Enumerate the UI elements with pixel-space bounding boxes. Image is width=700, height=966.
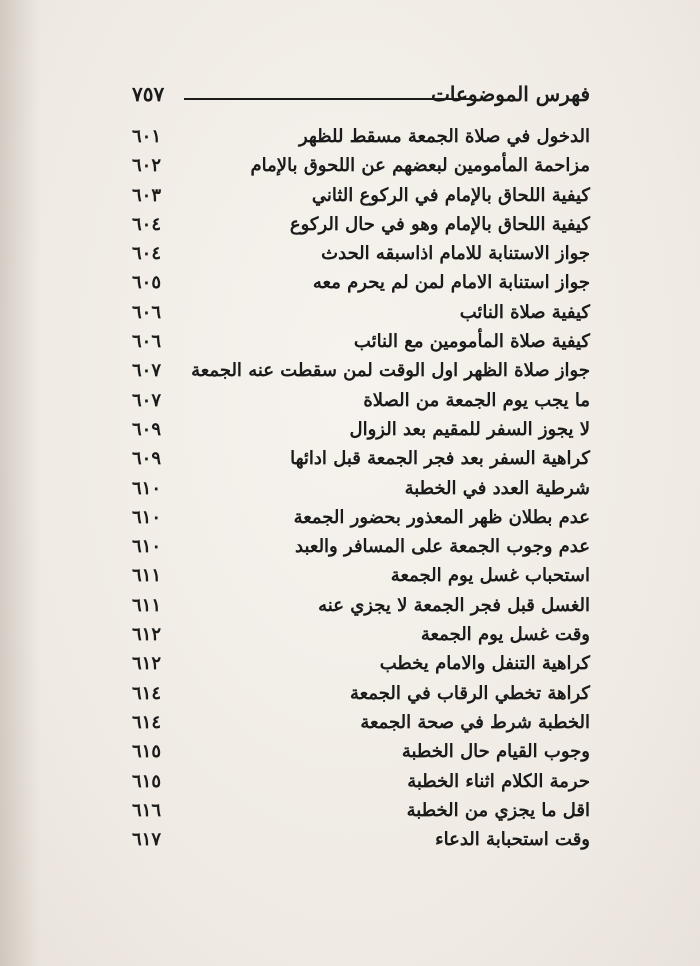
toc-entry <box>132 798 590 827</box>
toc-list <box>132 124 590 856</box>
toc-entry-page: ٦٠٤ <box>132 213 162 235</box>
toc-entry-title: جواز صلاة الظهر اول الوقت لمن سقطت عنه الجمعة <box>191 360 590 382</box>
toc-entry-page: ٦٠٣ <box>132 184 162 206</box>
toc-entry <box>132 153 590 182</box>
toc-entry-page: ٦٠٧ <box>132 360 162 382</box>
toc-entry-title: عدم بطلان ظهر المعذور بحضور الجمعة <box>293 506 590 528</box>
toc-entry <box>132 681 590 710</box>
toc-entry-title: كراهية السفر بعد فجر الجمعة قبل ادائها <box>290 448 590 470</box>
toc-entry-page: ٦١٥ <box>132 741 162 763</box>
toc-entry <box>132 183 590 212</box>
toc-entry-page: ٦١٢ <box>132 653 162 675</box>
toc-entry-title: الخطبة شرط في صحة الجمعة <box>360 711 590 733</box>
toc-entry <box>132 563 590 592</box>
toc-entry-title: كيفية صلاة المأمومين مع النائب <box>353 331 590 353</box>
toc-entry-title: وجوب القيام حال الخطبة <box>401 741 590 763</box>
toc-entry-page: ٦٠٩ <box>132 418 162 440</box>
toc-entry-title: وقت غسل يوم الجمعة <box>420 624 590 646</box>
page-header <box>132 82 590 118</box>
toc-entry-page: ٦٠٥ <box>132 272 162 294</box>
toc-entry <box>132 329 590 358</box>
toc-entry <box>132 534 590 563</box>
toc-entry-page: ٦٠٩ <box>132 448 162 470</box>
header-title: فهرس الموضوعات <box>431 82 590 106</box>
toc-entry-page: ٦١٠ <box>132 536 162 558</box>
toc-entry-title: لا يجوز السفر للمقيم بعد الزوال <box>349 418 590 440</box>
toc-entry <box>132 388 590 417</box>
header-rule <box>184 98 470 100</box>
toc-entry-title: كراهية التنفل والامام يخطب <box>379 653 590 675</box>
toc-entry-page: ٦٠٦ <box>132 301 162 323</box>
toc-entry-page: ٦١٢ <box>132 624 162 646</box>
toc-entry <box>132 417 590 446</box>
toc-entry <box>132 505 590 534</box>
toc-entry <box>132 358 590 387</box>
toc-entry <box>132 476 590 505</box>
toc-entry-title: شرطية العدد في الخطبة <box>404 477 590 499</box>
toc-entry-page: ٦٠٤ <box>132 243 162 265</box>
toc-entry-title: استحباب غسل يوم الجمعة <box>390 565 590 587</box>
toc-entry-title: كراهة تخطي الرقاب في الجمعة <box>349 682 590 704</box>
toc-entry-page: ٦١٧ <box>132 829 162 851</box>
toc-entry <box>132 446 590 475</box>
toc-entry <box>132 270 590 299</box>
toc-entry-title: الدخول في صلاة الجمعة مسقط للظهر <box>298 126 590 147</box>
toc-entry-title: كيفية اللحاق بالإمام في الركوع الثاني <box>311 184 590 206</box>
toc-entry-title: مزاحمة المأمومين لبعضهم عن اللحوق بالإمام <box>250 155 590 177</box>
toc-entry-page: ٦١٠ <box>132 506 162 528</box>
toc-entry-title: جواز الاستنابة للامام اذاسبقه الحدث <box>321 243 590 265</box>
toc-entry <box>132 769 590 798</box>
header-page-number: ٧٥٧ <box>132 82 165 106</box>
toc-entry <box>132 241 590 270</box>
toc-entry-page: ٦٠٢ <box>132 155 162 177</box>
toc-entry-title: جواز استنابة الامام لمن لم يحرم معه <box>312 272 590 294</box>
toc-entry <box>132 622 590 651</box>
toc-entry-title: حرمة الكلام اثناء الخطبة <box>407 770 590 792</box>
toc-entry-title: ما يجب يوم الجمعة من الصلاة <box>363 389 590 411</box>
toc-entry-page: ٦١٤ <box>132 682 162 704</box>
toc-entry-page: ٦١٤ <box>132 711 162 733</box>
toc-entry <box>132 651 590 680</box>
toc-entry-page: ٦١١ <box>132 594 162 616</box>
toc-entry-title: كيفية صلاة النائب <box>459 301 590 323</box>
toc-entry-page: ٦١٦ <box>132 799 162 821</box>
toc-entry <box>132 212 590 241</box>
toc-entry-page: ٦٠٦ <box>132 331 162 353</box>
page-shadow <box>0 0 40 966</box>
toc-entry-title: الغسل قبل فجر الجمعة لا يجزي عنه <box>318 594 590 616</box>
toc-entry <box>132 300 590 329</box>
toc-entry-title: وقت استحبابة الدعاء <box>435 829 590 851</box>
toc-entry-page: ٦١٥ <box>132 770 162 792</box>
toc-entry-title: كيفية اللحاق بالإمام وهو في حال الركوع <box>289 213 590 235</box>
toc-entry-page: ٦١٠ <box>132 477 162 499</box>
toc-entry-page: ٦١١ <box>132 565 162 587</box>
toc-entry-title: عدم وجوب الجمعة على المسافر والعبد <box>295 536 590 558</box>
toc-entry-page: ٦٠١ <box>132 126 162 147</box>
toc-entry-page: ٦٠٧ <box>132 389 162 411</box>
toc-entry <box>132 827 590 856</box>
toc-entry-title: اقل ما يجزي من الخطبة <box>406 799 590 821</box>
toc-entry <box>132 739 590 768</box>
toc-entry <box>132 124 590 153</box>
toc-entry <box>132 593 590 622</box>
toc-entry <box>132 710 590 739</box>
